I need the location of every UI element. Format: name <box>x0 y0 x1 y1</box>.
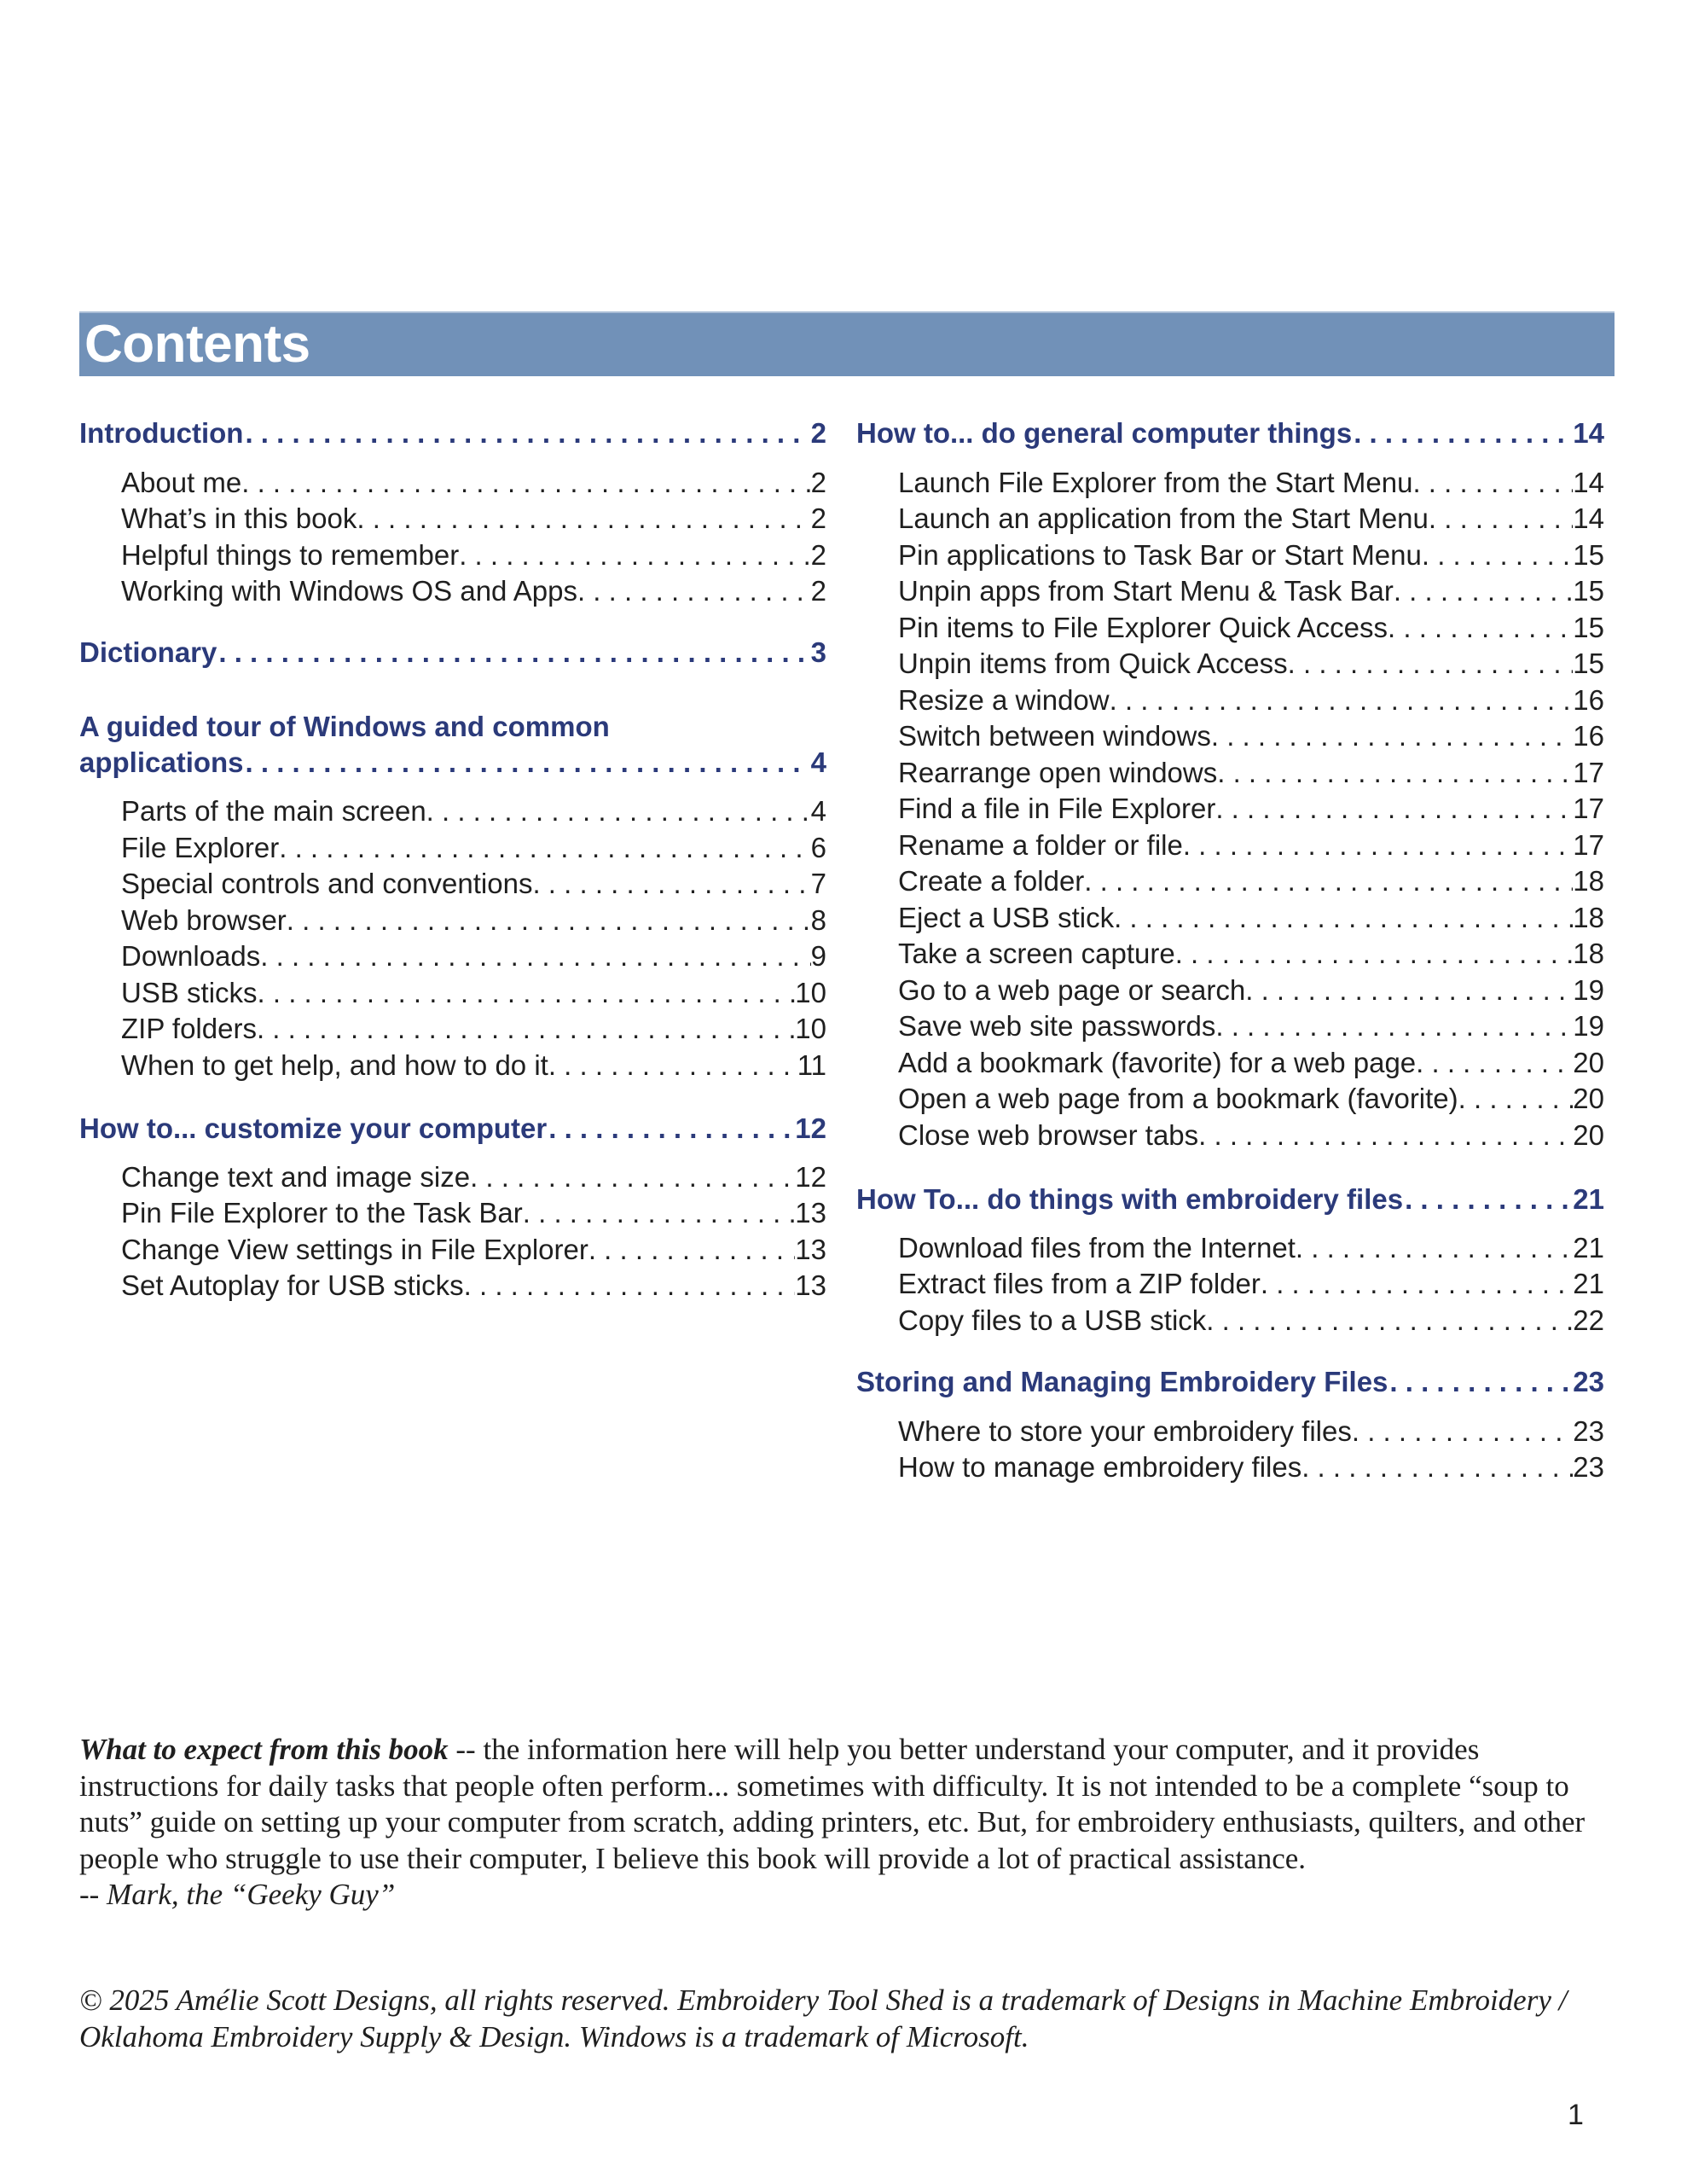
toc-section-guided-tour[interactable] <box>79 746 826 780</box>
toc-item[interactable] <box>898 864 1604 898</box>
toc-page-number: 4 <box>810 746 826 778</box>
toc-item-title: Take a screen capture <box>898 938 1175 969</box>
toc-page-number: 10 <box>795 1013 826 1044</box>
dot-leader <box>1394 574 1573 608</box>
toc-item-title: Extract files from a ZIP folder <box>898 1268 1261 1299</box>
toc-item-title: Change View settings in File Explorer <box>121 1234 588 1265</box>
dot-leader <box>1245 973 1573 1008</box>
toc-item-title: Copy files to a USB stick <box>898 1304 1207 1336</box>
dot-leader <box>1084 864 1573 898</box>
toc-item-title: Create a folder <box>898 865 1085 897</box>
toc-section-title: Storing and Managing Embroidery Files <box>856 1366 1388 1397</box>
toc-item-title: Launch File Explorer from the Start Menu <box>898 467 1413 498</box>
toc-item[interactable] <box>898 1304 1604 1338</box>
dot-leader <box>1389 1365 1571 1399</box>
toc-item[interactable] <box>121 502 826 536</box>
toc-section-title: Dictionary <box>79 636 217 668</box>
toc-item-title: Open a web page from a bookmark (favorite) <box>898 1083 1458 1114</box>
dot-leader <box>1416 1046 1573 1080</box>
toc-page-number: 2 <box>810 417 826 449</box>
toc-item-title: Working with Windows OS and Apps <box>121 575 577 607</box>
toc-item-title: Go to a web page or search <box>898 974 1246 1006</box>
dot-leader <box>1206 1304 1573 1338</box>
toc-section-title: How to... customize your computer <box>79 1112 548 1144</box>
toc-item[interactable] <box>898 901 1604 935</box>
toc-item[interactable] <box>121 1160 826 1194</box>
toc-page-number: 13 <box>795 1269 826 1301</box>
toc-item[interactable] <box>121 574 826 608</box>
toc-item[interactable] <box>898 719 1604 753</box>
toc-item[interactable] <box>898 683 1604 717</box>
toc-item-title: Rename a folder or file <box>898 829 1183 861</box>
toc-page-number: 4 <box>810 795 826 827</box>
toc-page-number: 15 <box>1573 575 1604 607</box>
toc-section-dictionary[interactable] <box>79 636 826 670</box>
toc-page-number: 21 <box>1573 1268 1604 1299</box>
toc-page-number: 19 <box>1573 974 1604 1006</box>
dot-leader <box>1429 502 1573 536</box>
toc-item-title: Web browser <box>121 904 287 936</box>
dot-leader <box>588 1233 795 1267</box>
dot-leader <box>1352 1414 1573 1449</box>
toc-item-title: Set Autoplay for USB sticks <box>121 1269 464 1301</box>
toc-item-title: What’s in this book <box>121 502 357 534</box>
dot-leader <box>1301 1450 1573 1484</box>
toc-item[interactable] <box>121 867 826 901</box>
toc-item-title: Switch between windows <box>898 720 1211 752</box>
toc-page-number: 22 <box>1573 1304 1604 1336</box>
dot-leader <box>1110 683 1574 717</box>
dot-leader <box>1175 937 1574 971</box>
toc-page-number: 20 <box>1573 1083 1604 1114</box>
dot-leader <box>577 574 811 608</box>
toc-section-title: Introduction <box>79 417 244 449</box>
toc-page-number: 3 <box>810 636 826 668</box>
toc-item[interactable] <box>121 1269 826 1303</box>
dot-leader <box>1422 538 1573 572</box>
toc-section-general[interactable] <box>856 416 1604 450</box>
toc-item-title: Eject a USB stick <box>898 902 1115 933</box>
toc-item[interactable] <box>121 466 826 500</box>
toc-item-title: Helpful things to remember <box>121 539 460 571</box>
toc-page-number: 21 <box>1573 1232 1604 1263</box>
toc-item[interactable] <box>121 1048 826 1083</box>
toc-section-introduction[interactable] <box>79 416 826 450</box>
toc-item-title: Add a bookmark (favorite) for a web page <box>898 1047 1417 1078</box>
toc-page-number: 23 <box>1573 1415 1604 1447</box>
dot-leader <box>548 1048 797 1083</box>
toc-item[interactable] <box>121 939 826 973</box>
dot-leader <box>1215 792 1573 826</box>
toc-section-title-line1[interactable]: A guided tour of Windows and common <box>79 711 610 742</box>
dot-leader <box>1211 719 1573 753</box>
toc-page-number: 13 <box>795 1197 826 1228</box>
intro-note-signature: -- Mark, the “Geeky Guy” <box>79 1878 396 1911</box>
toc-page-number: 16 <box>1573 684 1604 716</box>
toc-item-title: Rearrange open windows <box>898 757 1218 788</box>
toc-item-title: Save web site passwords <box>898 1010 1216 1042</box>
toc-page-number: 15 <box>1573 612 1604 643</box>
toc-item-title: File Explorer <box>121 832 280 863</box>
toc-item-title: Where to store your embroidery files <box>898 1415 1352 1447</box>
toc-item[interactable] <box>121 794 826 828</box>
toc-item-title: When to get help, and how to do it <box>121 1049 548 1081</box>
toc-page-number: 23 <box>1573 1366 1604 1397</box>
toc-page-number: 2 <box>810 539 826 571</box>
toc-page-number: 18 <box>1573 938 1604 969</box>
toc-item-title: Unpin items from Quick Access <box>898 648 1288 679</box>
toc-page-number: 14 <box>1573 417 1604 449</box>
page-number: 1 <box>1568 2099 1584 2131</box>
dot-leader <box>1412 466 1573 500</box>
toc-item-title: Pin File Explorer to the Task Bar <box>121 1197 523 1228</box>
toc-page-number: 17 <box>1573 829 1604 861</box>
toc-page-number: 18 <box>1573 865 1604 897</box>
dot-leader <box>218 636 809 670</box>
intro-note <box>79 1732 1615 1914</box>
intro-note-lead: What to expect from this book <box>79 1733 449 1766</box>
toc-section-title: How To... do things with embroidery files <box>856 1183 1404 1215</box>
dot-leader <box>258 976 796 1010</box>
dot-leader <box>532 867 810 901</box>
toc-page-number: 17 <box>1573 757 1604 788</box>
dot-leader <box>464 1269 796 1303</box>
toc-item-title: USB sticks <box>121 977 258 1008</box>
toc-page-number: 20 <box>1573 1047 1604 1078</box>
dot-leader <box>1217 756 1573 790</box>
toc-page-number: 16 <box>1573 720 1604 752</box>
toc-item[interactable] <box>121 538 826 572</box>
toc-item-title: Download files from the Internet <box>898 1232 1296 1263</box>
dot-leader <box>426 794 811 828</box>
toc-page-number: 8 <box>810 904 826 936</box>
toc-page-number: 10 <box>795 977 826 1008</box>
dot-leader <box>1458 1082 1574 1116</box>
toc-item-title: Pin applications to Task Bar or Start Menu <box>898 539 1422 571</box>
toc-item-title: Pin items to File Explorer Quick Access <box>898 612 1388 643</box>
toc-page-number: 2 <box>810 467 826 498</box>
toc-page-number: 19 <box>1573 1010 1604 1042</box>
dot-leader <box>1183 828 1573 863</box>
toc-item[interactable] <box>898 937 1604 971</box>
toc-page-number: 13 <box>795 1234 826 1265</box>
dot-leader <box>459 538 810 572</box>
dot-leader <box>1388 611 1573 645</box>
toc-item[interactable] <box>121 1233 826 1267</box>
toc-page-number: 15 <box>1573 648 1604 679</box>
dot-leader <box>1114 901 1573 935</box>
dot-leader <box>279 831 810 865</box>
dot-leader <box>260 939 810 973</box>
toc-section-storing-managing[interactable] <box>856 1365 1604 1399</box>
toc-item[interactable] <box>898 1450 1604 1484</box>
toc-item[interactable] <box>898 611 1604 645</box>
dot-leader <box>1288 647 1574 681</box>
dot-leader <box>470 1160 795 1194</box>
toc-section-title: applications <box>79 746 244 778</box>
dot-leader <box>1198 1118 1573 1153</box>
toc-item[interactable] <box>898 1046 1604 1080</box>
dot-leader <box>1296 1231 1573 1265</box>
toc-item-title: ZIP folders <box>121 1013 257 1044</box>
toc-item-title: Unpin apps from Start Menu & Task Bar <box>898 575 1394 607</box>
toc-item-title: Launch an application from the Start Menu <box>898 502 1429 534</box>
toc-item[interactable] <box>898 1231 1604 1265</box>
toc-item[interactable] <box>898 574 1604 608</box>
toc-item-title: How to manage embroidery files <box>898 1451 1302 1483</box>
toc-item-title: Parts of the main screen <box>121 795 426 827</box>
toc-item-title: Downloads <box>121 940 261 972</box>
toc-page-number: 2 <box>810 575 826 607</box>
toc-item[interactable] <box>898 1267 1604 1301</box>
contents-title-bar <box>79 311 1615 376</box>
dot-leader <box>357 502 810 536</box>
toc-item[interactable] <box>121 1012 826 1046</box>
toc-page-number: 6 <box>810 832 826 863</box>
toc-page-number: 12 <box>795 1112 826 1144</box>
toc-page-number: 18 <box>1573 902 1604 933</box>
toc-item[interactable] <box>898 756 1604 790</box>
toc-item[interactable] <box>898 1118 1604 1153</box>
toc-item-title: Change text and image size <box>121 1161 471 1193</box>
toc-item[interactable] <box>898 1414 1604 1449</box>
toc-item[interactable] <box>898 502 1604 536</box>
dot-leader <box>241 466 810 500</box>
toc-page-number: 12 <box>795 1161 826 1193</box>
dot-leader <box>257 1012 795 1046</box>
toc-item[interactable] <box>121 1196 826 1230</box>
toc-item[interactable] <box>898 828 1604 863</box>
dot-leader <box>1215 1009 1573 1043</box>
toc-item[interactable] <box>121 831 826 865</box>
toc-page-number: 17 <box>1573 793 1604 824</box>
toc-page-number: 20 <box>1573 1119 1604 1151</box>
toc-item[interactable] <box>121 903 826 938</box>
page-title: Contents <box>84 315 310 374</box>
toc-section-embroidery-files[interactable] <box>856 1182 1604 1217</box>
dot-leader <box>1405 1182 1571 1217</box>
copyright-notice: © 2025 Amélie Scott Designs, all rights reserved. Embroidery Tool Shed is a trademark of Designs in Machine Embroidery / Oklahoma Embroidery Supply & Design. Windows is a trademark of Microsoft. <box>79 1984 1568 2053</box>
toc-section-customize[interactable] <box>79 1112 826 1146</box>
dot-leader <box>1354 416 1571 450</box>
toc-page-number: 15 <box>1573 539 1604 571</box>
toc-item[interactable] <box>898 1009 1604 1043</box>
dot-leader <box>1261 1267 1573 1301</box>
dot-leader <box>548 1112 793 1146</box>
toc-item[interactable] <box>898 538 1604 572</box>
toc-page-number: 2 <box>810 502 826 534</box>
toc-item-title: About me <box>121 467 242 498</box>
intro-note-paragraph <box>79 1732 1615 1877</box>
toc-page-number: 11 <box>797 1049 826 1081</box>
toc-item[interactable] <box>898 647 1604 681</box>
toc-item[interactable] <box>898 792 1604 826</box>
dot-leader <box>246 746 809 780</box>
dot-leader <box>287 903 811 938</box>
toc-item-title: Find a file in File Explorer <box>898 793 1216 824</box>
dot-leader <box>245 416 809 450</box>
toc-item[interactable] <box>898 973 1604 1008</box>
toc-item[interactable] <box>898 1082 1604 1116</box>
toc-item[interactable] <box>121 976 826 1010</box>
toc-item-title: Special controls and conventions <box>121 868 533 899</box>
toc-page-number: 14 <box>1573 502 1604 534</box>
toc-item[interactable] <box>898 466 1604 500</box>
intro-note-body: -- the information here will help you better understand your computer, and it provides instructions for daily tasks that people often perform... sometimes with difficulty. It is not intended to be a complete “soup to nuts” guide on setting up your computer from scratch, adding printers, etc. But, for embroidery enthusiasts, quilters, and other people who struggle to use their computer, I believe this book will provide a lot of practical assistance. <box>79 1733 1586 1875</box>
toc-page-number: 14 <box>1573 467 1604 498</box>
toc-item-title: Close web browser tabs <box>898 1119 1199 1151</box>
toc-item-title: Resize a window <box>898 684 1110 716</box>
toc-page-number: 7 <box>810 868 826 899</box>
toc-page-number: 23 <box>1573 1451 1604 1483</box>
toc-page-number: 21 <box>1573 1183 1604 1215</box>
toc-section-title: How to... do general computer things <box>856 417 1353 449</box>
toc-page-number: 9 <box>810 940 826 972</box>
dot-leader <box>523 1196 796 1230</box>
